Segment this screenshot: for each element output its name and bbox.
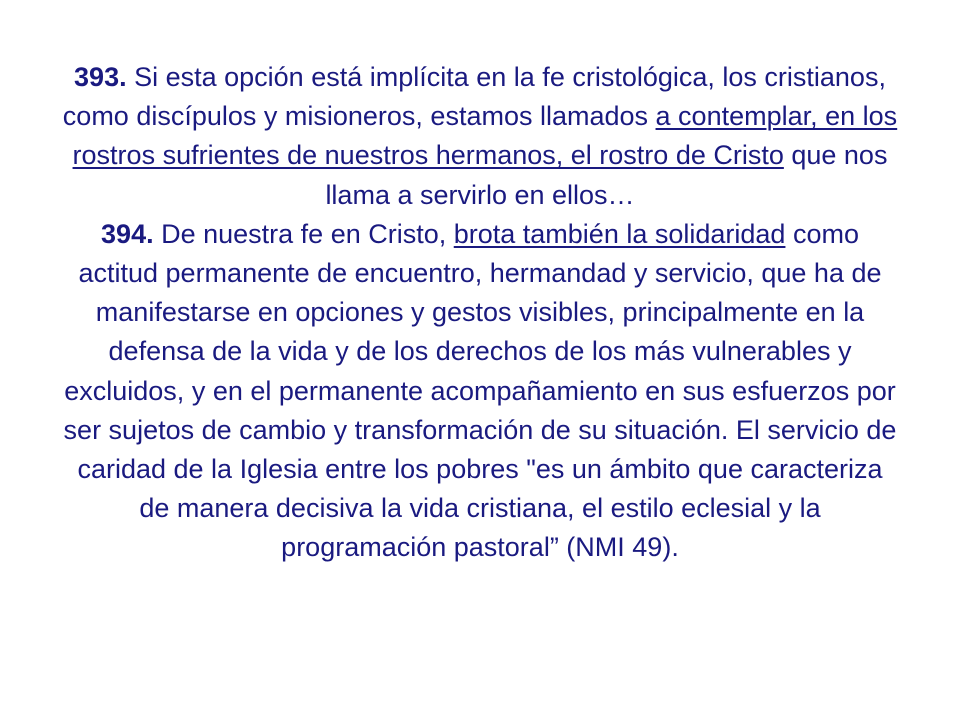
paragraph-394 xyxy=(60,215,900,568)
paragraph-text: Si esta opción está implícita en la fe cristológica, los cristianos, como discípulos y misioneros, estamos llamados xyxy=(62,62,886,132)
paragraph-393 xyxy=(60,58,900,215)
paragraph-text: que nos llama a servirlo en ellos… xyxy=(325,140,888,210)
slide-body xyxy=(60,58,900,568)
paragraph-number: 394. xyxy=(101,218,154,249)
paragraph-text: como actitud permanente de encuentro, hermandad y servicio, que ha de manifestarse en opciones y gestos visibles, principalmente en la defensa de la vida y de los derechos de los más vulnerables y excluidos, y en el permanente acompañamiento en sus esfuerzos por ser sujetos de cambio y transformación de su situación. El servicio de caridad de la Iglesia entre los pobres "es un ámbito que caracteriza de manera decisiva la vida cristiana, el estilo eclesial y la programación pastoral” (NMI 49). xyxy=(63,218,897,563)
paragraph-number: 393. xyxy=(74,62,127,92)
paragraph-text: De nuestra fe en Cristo, xyxy=(153,218,454,249)
underlined-phrase: a contemplar, en los rostros sufrientes de nuestros hermanos, el rostro de Cristo xyxy=(72,101,898,171)
underlined-phrase: brota también la solidaridad xyxy=(453,218,786,249)
